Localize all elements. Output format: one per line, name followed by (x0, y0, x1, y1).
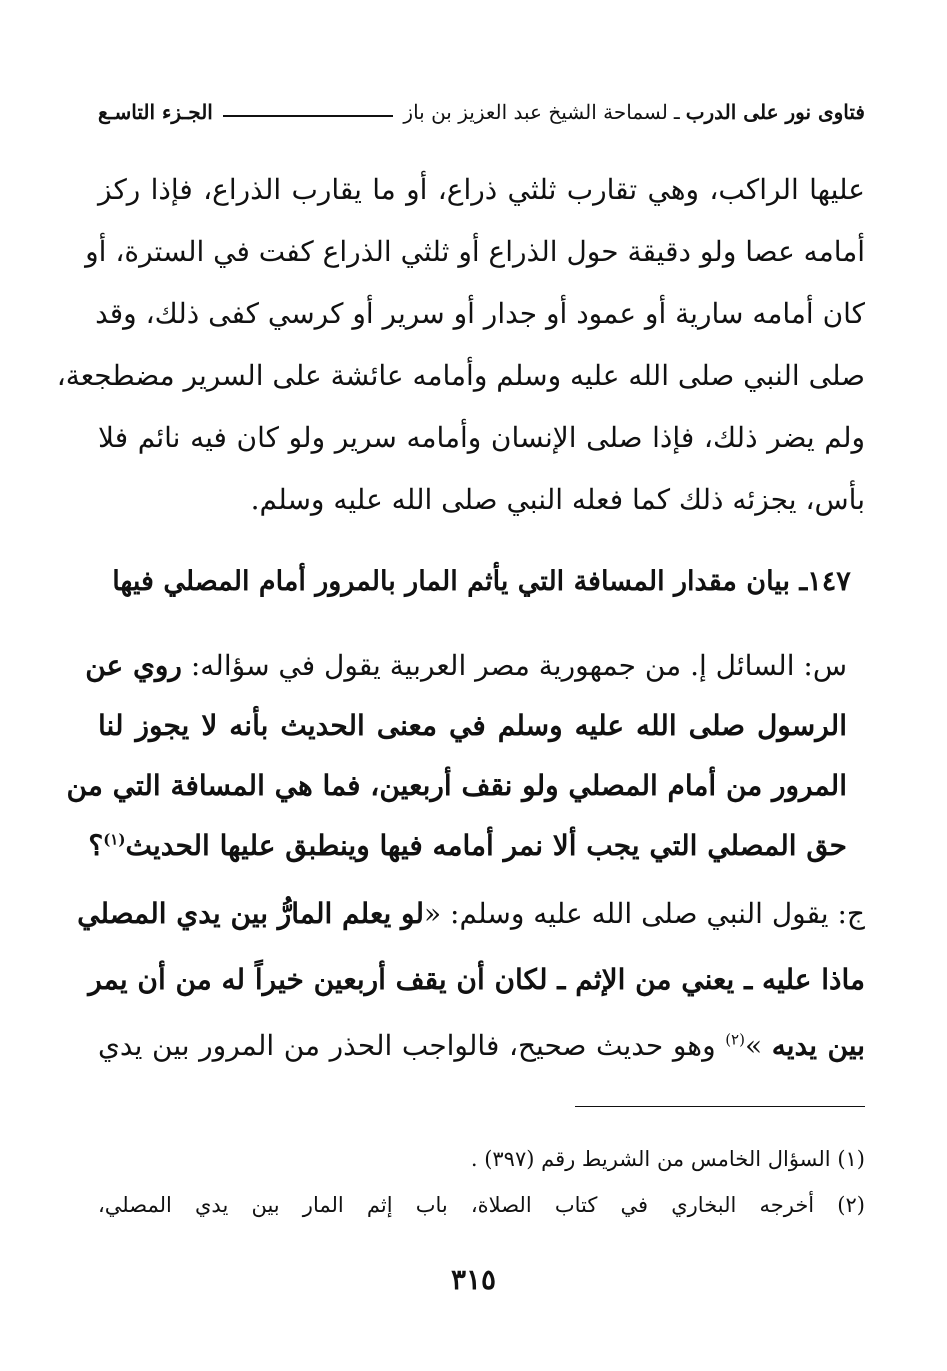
text-line: صلى النبي صلى الله عليه وسلم وأمامه عائشة على السرير مضطجعة، (56, 359, 865, 392)
author-name: لسماحة الشيخ عبد العزيز بن باز (403, 100, 668, 124)
question-line (85, 646, 847, 686)
answer-line (98, 1026, 865, 1066)
question-text: حق المصلي التي يجب ألا نمر أمامه فيها وينطبق عليها الحديث (125, 829, 847, 862)
text-line: أمامه عصا ولو دقيقة حول الذراع أو ثلثي الذراع كفت في السترة، أو (85, 235, 865, 268)
footnote-ref: (١) (103, 830, 126, 849)
hadith-text: لو يعلم المارُّ بين يدي المصلي (77, 897, 424, 930)
text-line: عليها الراكب، وهي تقارب ثلثي ذراع، أو ما يقارب الذراع، فإذا ركز (98, 173, 865, 206)
question-line (88, 826, 847, 866)
header-rule (223, 115, 394, 117)
answer-text: وهو حديث صحيح، فالواجب الحذر من المرور بين يدي (98, 1029, 726, 1062)
answer-prefix: ج: يقول النبي صلى الله عليه وسلم: « (424, 897, 865, 930)
text-line: بأس، يجزئه ذلك كما فعله النبي صلى الله عليه وسلم. (250, 483, 865, 516)
volume-label: الجـزء التاسـع (98, 100, 213, 124)
quote-close: » (744, 1029, 772, 1062)
question-line: الرسول صلى الله عليه وسلم في معنى الحديث بأنه لا يجوز لنا (98, 709, 847, 742)
footnote-ref: (٢) (725, 1030, 745, 1049)
book-title: فتاوى نور على الدرب (685, 100, 865, 124)
page-number: ٣١٥ (450, 1263, 497, 1296)
header-separator: ـ (673, 100, 680, 124)
section-heading: ١٤٧ـ بيان مقدار المسافة التي يأثم المار بالمرور أمام المصلي فيها (112, 566, 851, 597)
answer-line: ماذا عليه ـ يعني من الإثم ـ لكان أن يقف أربعين خيراً له من أن يمر (88, 963, 865, 996)
answer-line (77, 894, 865, 934)
question-mark: ؟ (88, 829, 104, 862)
question-prefix: س: السائل إ. من جمهورية مصر العربية يقول في سؤاله: (181, 649, 847, 682)
footnote-divider (575, 1106, 865, 1107)
running-header (98, 92, 865, 132)
hadith-text: بين يديه (771, 1029, 865, 1062)
question-line: المرور من أمام المصلي ولو نقف أربعين، فما هي المسافة التي من (66, 769, 847, 802)
footnote: (٢) أخرجه البخاري في كتاب الصلاة، باب إثم المار بين يدي المصلي، (98, 1193, 865, 1217)
question-quote: روي عن (85, 649, 182, 682)
footnote: (١) السؤال الخامس من الشريط رقم (٣٩٧) . (470, 1147, 865, 1171)
text-line: كان أمامه سارية أو عمود أو جدار أو سرير أو كرسي كفى ذلك، وقد (95, 297, 865, 330)
text-line: ولم يضر ذلك، فإذا صلى الإنسان وأمامه سرير ولو كان فيه نائم فلا (98, 421, 865, 454)
